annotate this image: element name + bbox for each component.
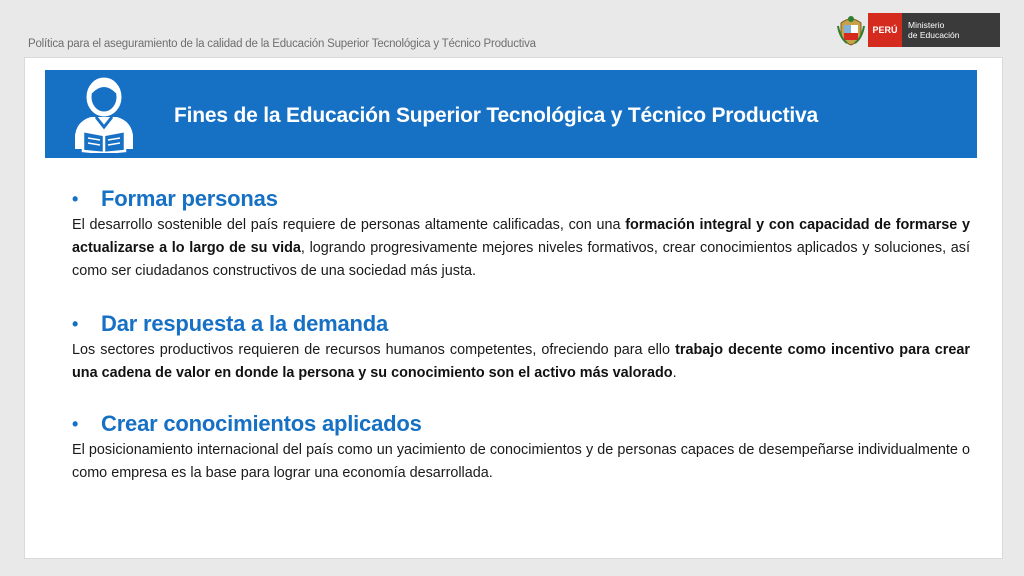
section-heading: • Formar personas <box>72 186 278 211</box>
coat-of-arms-icon <box>836 13 866 47</box>
header-subtitle: Política para el aseguramiento de la calidad de la Educación Superior Tecnológica y Técnico Productiva <box>28 38 536 50</box>
section-formar-personas <box>72 186 970 283</box>
paragraph-text: El desarrollo sostenible del país requiere de personas altamente calificadas, con una <box>72 217 626 233</box>
ministry-line-1: Ministerio <box>908 20 945 30</box>
paragraph-text: Los sectores productivos requieren de recursos humanos competentes, ofreciendo para ello <box>72 342 676 358</box>
paragraph-text: , logrando progresivamente mejores niveles formativos, crear conocimientos aplicados y soluciones, así como ser ciudadanos constructivos de una sociedad más justa. <box>72 240 970 279</box>
section-paragraph <box>72 339 970 385</box>
section-heading-text: Crear conocimientos aplicados <box>101 411 422 436</box>
paragraph-text: . <box>672 365 677 381</box>
section-heading-text: Dar respuesta a la demanda <box>101 311 389 336</box>
section-paragraph <box>72 214 970 283</box>
paragraph-bold: trabajo decente como incentivo para crear una cadena de valor en donde la persona y su conocimiento son el activo más valorado <box>72 342 970 381</box>
section-crear-conocimientos <box>72 411 970 485</box>
section-heading-text: Formar personas <box>101 186 278 211</box>
section-heading: • Crear conocimientos aplicados <box>72 411 422 436</box>
ministry-line-2: de Educación <box>908 30 960 40</box>
section-heading: • Dar respuesta a la demanda <box>72 311 389 336</box>
ministry-logo[interactable] <box>836 13 1000 47</box>
paragraph-text: El posicionamiento internacional del país como un yacimiento de conocimientos y de personas capaces de desempeñarse individualmente o como empresa es la base para lograr una economía desarrollada. <box>72 442 970 481</box>
title-banner <box>45 70 977 158</box>
page-title: Fines de la Educación Superior Tecnológica y Técnico Productiva <box>174 104 819 127</box>
section-dar-respuesta <box>72 311 970 385</box>
peru-label: PERÚ <box>868 13 902 47</box>
section-paragraph <box>72 439 970 485</box>
person-reading-icon <box>67 75 141 153</box>
ministry-label <box>902 13 1000 47</box>
paragraph-bold: formación integral y con capacidad de formarse y actualizarse a lo largo de su vida <box>72 217 971 256</box>
